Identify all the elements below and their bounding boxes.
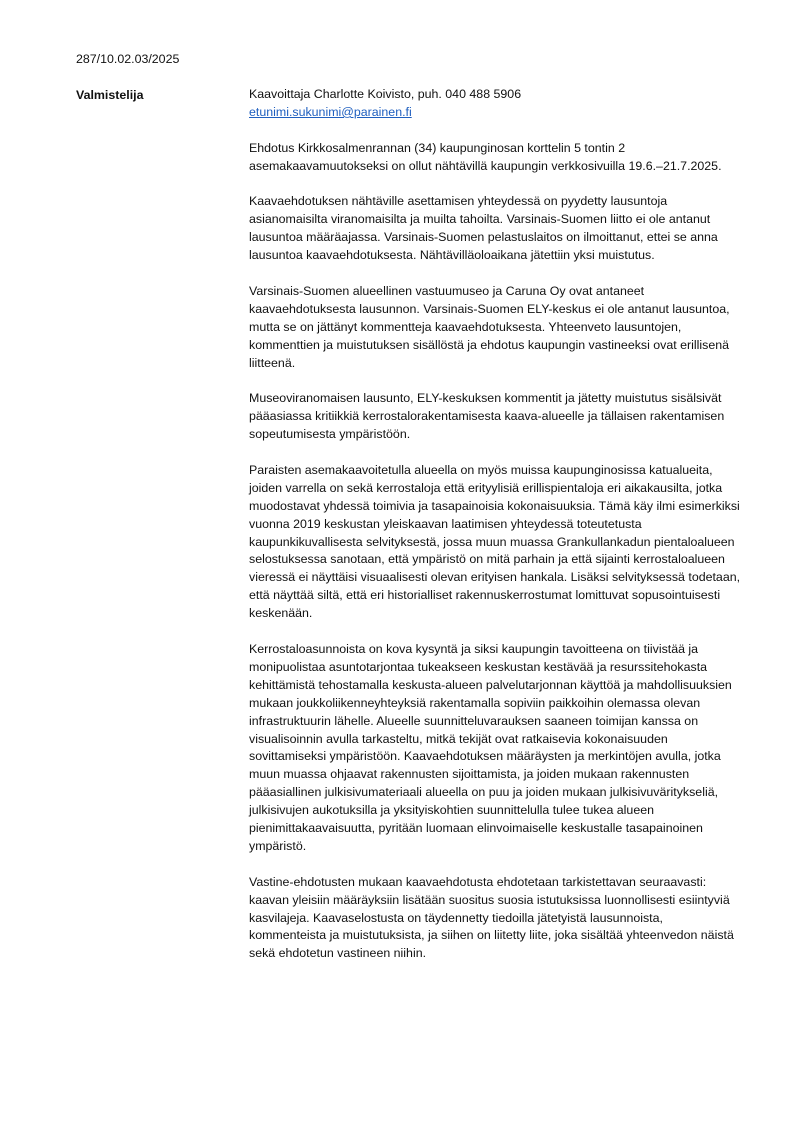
paragraph-7: Vastine-ehdotusten mukaan kaavaehdotusta ehdotetaan tarkistettavan seuraavasti: kaavan yleisiin määräyksiin lisätään suositus suosia istutuksissa luonnollisesti esiintyviä kasvilajeja. Kaavaselostusta on täydennetty tiedoilla jätetyistä lausunnoista, kommenteista ja muistutuksista, ja siihen on liitetty liite, joka sisältää yhteenvedon näistä sekä ehdotetun vastineen niihin. — [249, 874, 734, 961]
section-label-preparer: Valmistelija — [76, 88, 144, 102]
document-reference: 287/10.02.03/2025 — [76, 52, 180, 66]
paragraph-6: Kerrostaloasunnoista on kova kysyntä ja siksi kaupungin tavoitteena on tiivistää ja monipuolistaa asuntotarjontaa tukeakseen keskustan kestävää ja resurssitehokasta kehittämistä tehostamalla keskusta-alueen palvelutarjonnan käyttöä ja mahdollisuuksien mukaan joukkoliikenneyhteyksiä rakentamalla sopiviin paikkoihin olemassa olevan infrastruktuurin lähelle. Alueelle suunnitteluvarauksen saaneen toimijan kanssa on visualisoinnin avulla tarkasteltu, mitkä tekijät ovat ratkaisevia kokonaisuuden sovittamiseksi ympäristöön. Kaavaehdotuksen määräysten ja merkintöjen avulla, jotka muun muassa ohjaavat rakennusten sijoittamista, ja joiden mukaan rakennusten pääasiallinen julkisivumateriaali alueella on puu ja joiden mukaan julkisivuväritykseliä, julkisivujen aukotuksilla ja yksityiskohtien suunnittelulla tulee tukea alueen pienimittakaavaisuutta, pyritään luomaan elinvoimaiselle keskustalle tasapainoinen ympäristö. — [249, 642, 732, 853]
paragraph-2: Kaavaehdotuksen nähtäville asettamisen yhteydessä on pyydetty lausuntoja asianomaisilta viranomaisilta ja muilta tahoilta. Varsinais-Suomen liitto ei ole antanut lausuntoa määräajassa. Varsinais-Suomen pelastuslaitos on ilmoittanut, ettei se anna lausuntoa kaavaehdotuksesta. Nähtävilläoloaikana jätettiin yksi muistutus. — [249, 194, 718, 263]
preparer-contact — [249, 86, 741, 122]
preparer-name-phone: Kaavoittaja Charlotte Koivisto, puh. 040 488 5906 — [249, 87, 522, 101]
preparer-email-link[interactable]: etunimi.sukunimi@parainen.fi — [249, 104, 412, 119]
paragraph-5: Paraisten asemakaavoitetulla alueella on myös muissa kaupunginosissa katualueita, joiden varrella on sekä kerrostaloja että erityylisiä erillispientaloja eri aikakausilta, jotka muodostavat yhdessä toimivia ja tasapainoisia kokonaisuuksia. Tämä käy ilmi esimerkiksi vuonna 2019 keskustan yleiskaavan laatimisen yhteydessä toteutetusta kaupunkikuvallisesta selvityksestä, jossa muun muassa Grankullankadun pientaloalueen selostuksessa sanotaan, että ympäristö on mitä parhain ja että sijainti kerrostaloalueen vieressä ei näyttäisi visuaalisesti olevan erityisen hankala. Lisäksi selvityksessä todetaan, että näyttää siltä, että eri historialliset rakennuskerrostumat lomittuvat sopusointuisesti keskenään. — [249, 462, 741, 621]
email-line — [249, 104, 741, 122]
paragraph-3: Varsinais-Suomen alueellinen vastuumuseo ja Caruna Oy ovat antaneet kaavaehdotuksesta lausunnon. Varsinais-Suomen ELY-keskus ei ole antanut lausuntoa, mutta se on jättänyt kommentteja kaavaehdotuksesta. Yhteenveto lausuntojen, kommenttien ja muistutuksen sisällöstä ja ehdotus kaupungin vastineeksi ovat erillisenä liitteenä. — [249, 283, 730, 370]
paragraph-4: Museoviranomaisen lausunto, ELY-keskuksen kommentit ja jätetty muistutus sisälsivät pääasiassa kritiikkiä kerrostalorakentamisesta kaava-alueelle ja tällaisen rakentamisen sopeutumisesta ympäristöön. — [249, 391, 725, 442]
paragraph-1: Ehdotus Kirkkosalmenrannan (34) kaupunginosan korttelin 5 tontin 2 asemakaavamuutokseksi on ollut nähtävillä kaupungin verkkosivuilla 19.6.–21.7.2025. — [249, 140, 722, 173]
document-body — [249, 86, 741, 963]
